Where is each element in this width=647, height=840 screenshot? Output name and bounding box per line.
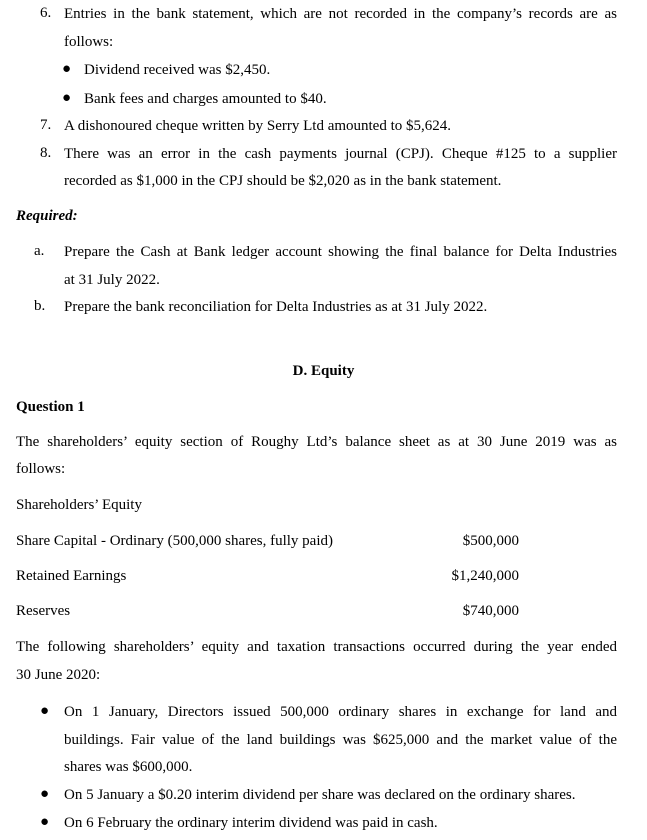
required-b-letter: b. bbox=[34, 298, 46, 314]
required-a-line-1: Prepare the Cash at Bank ledger account showing the final balance for Delta Industries bbox=[64, 244, 617, 260]
bullet-icon: ● bbox=[62, 61, 72, 77]
equity-row-label: Reserves bbox=[16, 603, 71, 619]
item-6-line-2: follows: bbox=[64, 34, 114, 50]
transaction-bullet-3: On 6 February the ordinary interim dividend was paid in cash. bbox=[64, 815, 438, 831]
transaction-bullet-2: On 5 January a $0.20 interim dividend per share was declared on the ordinary shares. bbox=[64, 787, 576, 803]
item-7-text: A dishonoured cheque written by Serry Ltd amounted to $5,624. bbox=[64, 118, 452, 134]
required-b-text: Prepare the bank reconciliation for Delta Industries as at 31 July 2022. bbox=[64, 299, 488, 315]
question-heading: Question 1 bbox=[16, 399, 85, 415]
transaction-bullet-1-line-2: buildings. Fair value of the land buildings was $625,000 and the market value of the bbox=[64, 732, 617, 748]
required-a-letter: a. bbox=[34, 243, 45, 259]
item-7-number: 7. bbox=[40, 117, 52, 133]
equity-row-label: Share Capital - Ordinary (500,000 shares, fully paid) bbox=[16, 533, 333, 549]
following-line-1: The following shareholders’ equity and taxation transactions occurred during the year ended bbox=[16, 639, 617, 655]
section-title: D. Equity bbox=[292, 363, 355, 379]
question-intro-line-1: The shareholders’ equity section of Roughy Ltd’s balance sheet as at 30 June 2019 was as bbox=[16, 434, 617, 450]
question-intro-line-2: follows: bbox=[16, 461, 66, 477]
transaction-bullet-1-line-3: shares was $600,000. bbox=[64, 759, 193, 775]
bullet-icon: ● bbox=[40, 786, 50, 802]
item-8-line-2: recorded as $1,000 in the CPJ should be $2,020 as in the bank statement. bbox=[64, 173, 502, 189]
following-line-2: 30 June 2020: bbox=[16, 667, 101, 683]
equity-row-value: $500,000 bbox=[462, 533, 519, 549]
item-6-line-1: Entries in the bank statement, which are not recorded in the company’s records are as bbox=[64, 6, 617, 22]
item-6-number: 6. bbox=[40, 5, 52, 21]
bullet-icon: ● bbox=[40, 814, 50, 830]
required-a-line-2: at 31 July 2022. bbox=[64, 272, 160, 288]
required-heading: Required: bbox=[16, 208, 78, 224]
item-6-bullet-2: Bank fees and charges amounted to $40. bbox=[84, 91, 327, 107]
bullet-icon: ● bbox=[62, 90, 72, 106]
item-8-line-1: There was an error in the cash payments journal (CPJ). Cheque #125 to a supplier bbox=[64, 146, 617, 162]
transaction-bullet-1-line-1: On 1 January, Directors issued 500,000 ordinary shares in exchange for land and bbox=[64, 704, 617, 720]
item-6-bullet-1: Dividend received was $2,450. bbox=[84, 62, 271, 78]
equity-row-label: Retained Earnings bbox=[16, 568, 127, 584]
equity-row-value: $1,240,000 bbox=[451, 568, 519, 584]
bullet-icon: ● bbox=[40, 703, 50, 719]
equity-row-value: $740,000 bbox=[462, 603, 519, 619]
equity-heading: Shareholders’ Equity bbox=[16, 497, 142, 513]
item-8-number: 8. bbox=[40, 145, 52, 161]
